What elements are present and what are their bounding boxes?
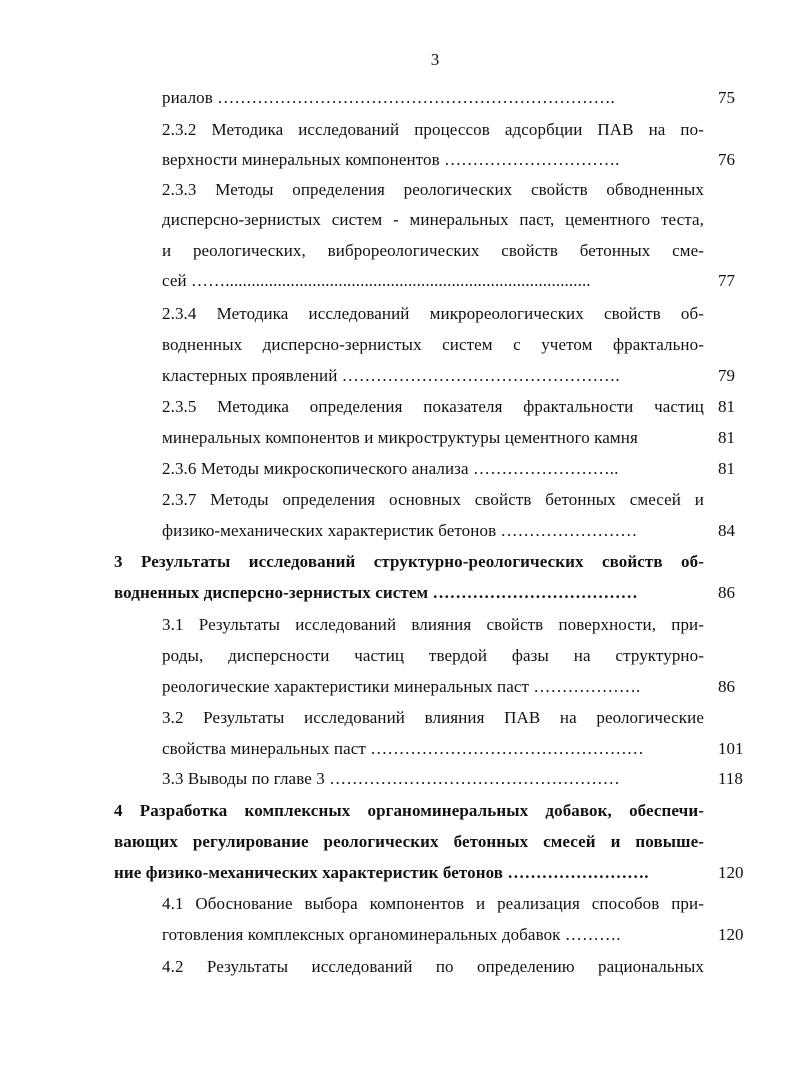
toc-line: 3.3 Выводы по главе 3 ……………………………………………: [162, 769, 620, 788]
toc-line: водненных дисперсно-зернистых систем с учетом фрактально-: [162, 335, 704, 354]
toc-page-number: 75: [718, 88, 735, 107]
toc-line: готовления комплексных органоминеральных добавок ……….: [162, 925, 621, 944]
toc-line: водненных дисперсно-зернистых систем ………………………………: [114, 583, 638, 602]
toc-line: 4 Разработка комплексных органоминеральных добавок, обеспечи-: [114, 801, 704, 820]
toc-line: сей ……....................................................................................: [162, 271, 591, 290]
toc-line: роды, дисперсности частиц твердой фазы на структурно-: [162, 646, 704, 665]
toc-page-number: 77: [718, 271, 735, 290]
toc-line: дисперсно-зернистых систем - минеральных паст, цементного теста,: [162, 210, 704, 229]
toc-line: 2.3.2 Методика исследований процессов адсорбции ПАВ на по-: [162, 120, 704, 139]
toc-line: 2.3.6 Методы микроскопического анализа ……………………..: [162, 459, 619, 478]
toc-line: минеральных компонентов и микроструктуры цементного камня: [162, 428, 638, 447]
toc-line: риалов …………………………………………………………….: [162, 88, 615, 107]
toc-page-number: 76: [718, 150, 735, 169]
toc-line: 4.2 Результаты исследований по определению рациональных: [162, 957, 704, 976]
toc-page-number: 118: [718, 769, 743, 788]
toc-page-number: 101: [718, 739, 744, 758]
toc-page-number: 79: [718, 366, 735, 385]
toc-line: вающих регулирование реологических бетонных смесей и повыше-: [114, 832, 704, 851]
toc-line: физико-механических характеристик бетонов ……………………: [162, 521, 638, 540]
toc-line: реологические характеристики минеральных паст ……………….: [162, 677, 641, 696]
toc-line: 2.3.5 Методика определения показателя фрактальности частиц: [162, 397, 704, 416]
toc-line: кластерных проявлений ………………………………………….: [162, 366, 620, 385]
toc-page-number: 86: [718, 583, 735, 602]
toc-page-number: 86: [718, 677, 735, 696]
toc-page-number: 120: [718, 925, 744, 944]
toc-page-number: 81: [718, 428, 735, 447]
toc-line: 2.3.7 Методы определения основных свойств бетонных смесей и: [162, 490, 704, 509]
toc-line: свойства минеральных паст …………………………………………: [162, 739, 644, 758]
toc-line: 4.1 Обоснование выбора компонентов и реализация способов при-: [162, 894, 704, 913]
toc-line: и реологических, виброреологических свойств бетонных сме-: [162, 241, 704, 260]
toc-page-number: 81: [718, 397, 735, 416]
toc-page-number: 81: [718, 459, 735, 478]
page-number: 3: [430, 50, 440, 69]
toc-page-number: 84: [718, 521, 735, 540]
toc-page-number: 120: [718, 863, 744, 882]
toc-line: 3 Результаты исследований структурно-реологических свойств об-: [114, 552, 704, 571]
toc-line: 2.3.3 Методы определения реологических свойств обводненных: [162, 180, 704, 199]
toc-line: 2.3.4 Методика исследований микрореологических свойств об-: [162, 304, 704, 323]
toc-line: ние физико-механических характеристик бетонов …………………….: [114, 863, 649, 882]
toc-line: верхности минеральных компонентов ………………………….: [162, 150, 620, 169]
toc-line: 3.1 Результаты исследований влияния свойств поверхности, при-: [162, 615, 704, 634]
toc-line: 3.2 Результаты исследований влияния ПАВ на реологические: [162, 708, 704, 727]
